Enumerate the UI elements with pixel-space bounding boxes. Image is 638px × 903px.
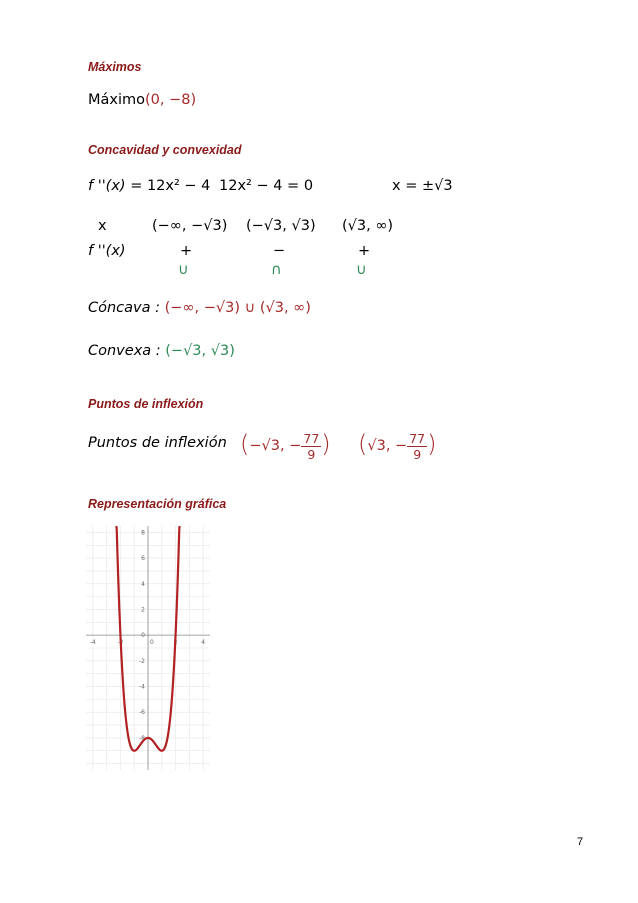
second-derivative-line <box>88 178 313 194</box>
interval-1: (−∞, −√3) <box>152 218 228 234</box>
f2-equation: 12x² − 4 = 0 <box>219 178 314 194</box>
y-tick-label: -8 <box>139 734 145 742</box>
sign-2: − <box>273 243 286 259</box>
inflexion-point-2-x: √3 <box>367 438 386 454</box>
sign-3: + <box>358 243 371 259</box>
inflexion-point-1: (−√3, − $\frac{77}{9}$ ) <box>240 430 331 462</box>
inflexion-label: Puntos de inflexión <box>88 435 227 451</box>
convexa-line <box>88 343 235 359</box>
y-tick-label: -6 <box>139 709 145 717</box>
root-value: x = ±√3 <box>392 178 453 194</box>
interval-3: (√3, ∞) <box>342 218 394 234</box>
heading-grafica: Representación gráfica <box>88 497 227 511</box>
inflexion-point-1-x: −√3 <box>249 438 280 454</box>
x-tick-label: 4 <box>201 639 206 647</box>
inflexion-point-1-den: 9 <box>307 446 316 462</box>
shape-2: ∩ <box>271 262 282 278</box>
heading-inflexion: Puntos de inflexión <box>88 397 204 411</box>
inflexion-point-2: (√3, − $\frac{77}{9}$ ) <box>358 430 437 462</box>
table-x-label: x <box>98 218 107 234</box>
convexa-value: (−√3, √3) <box>165 343 235 359</box>
maximo-label: Máximo <box>88 92 146 108</box>
y-tick-label: 8 <box>141 529 145 537</box>
function-graph <box>86 526 210 770</box>
inflexion-point-2-num: 77 <box>409 430 426 446</box>
concava-value: (−∞, −√3) ∪ (√3, ∞) <box>164 300 311 316</box>
f2-lhs: f ''(x) <box>88 178 126 194</box>
maximo-line <box>88 92 196 108</box>
x-tick-label: -4 <box>89 639 96 647</box>
x-tick-label: -2 <box>117 639 124 647</box>
inflexion-point-1-num: 77 <box>303 430 320 446</box>
interval-2: (−√3, √3) <box>246 218 316 234</box>
concava-label: Cóncava : <box>88 300 161 316</box>
y-tick-label: 0 <box>141 632 145 640</box>
inflexion-point-2-den: 9 <box>413 446 422 462</box>
table-f2-label: f ''(x) <box>88 243 126 259</box>
y-tick-label: 6 <box>141 555 145 563</box>
y-tick-label: -4 <box>139 683 145 691</box>
x-tick-label: 2 <box>173 639 178 647</box>
f2-rhs: = 12x² − 4 <box>130 178 211 194</box>
shape-3: ∪ <box>356 262 367 278</box>
page-number: 7 <box>577 836 584 848</box>
maximo-point: (0, −8) <box>145 92 197 108</box>
sign-1: + <box>180 243 193 259</box>
heading-concavidad: Concavidad y convexidad <box>88 143 242 157</box>
shape-1: ∪ <box>178 262 189 278</box>
x-tick-label: 0 <box>150 639 154 647</box>
convexa-label: Convexa : <box>88 343 161 359</box>
concava-line <box>88 300 311 316</box>
y-tick-label: -2 <box>139 657 145 665</box>
y-tick-label: 2 <box>141 606 145 614</box>
heading-maximos: Máximos <box>88 60 142 74</box>
y-tick-label: 4 <box>141 580 145 588</box>
